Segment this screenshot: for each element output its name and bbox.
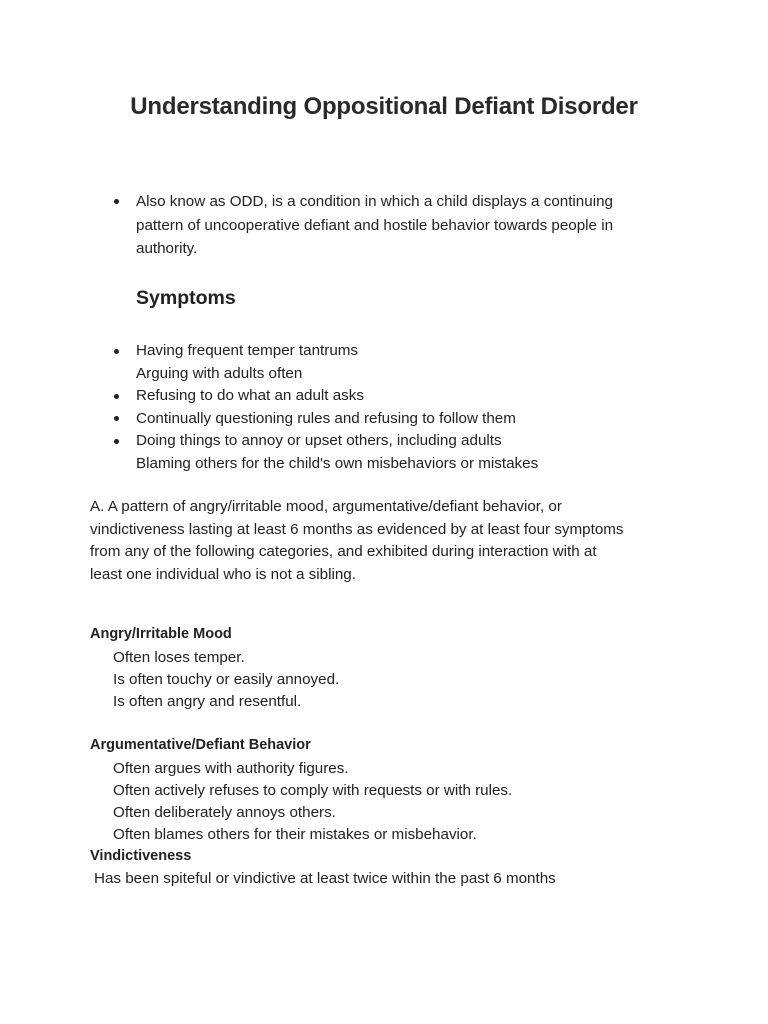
criterion-a-paragraph	[90, 496, 670, 586]
category-item: Often actively refuses to comply with requests or with rules.	[113, 782, 513, 799]
criterion-line: vindictiveness lasting at least 6 months as evidenced by at least four symptoms	[90, 520, 624, 538]
category-item: Often loses temper.	[113, 649, 245, 666]
vindictiveness-text: Has been spiteful or vindictive at least twice within the past 6 months	[94, 870, 556, 887]
criterion-line: least one individual who is not a sibling.	[90, 565, 356, 583]
page-title: Understanding Oppositional Defiant Disorder	[130, 93, 638, 120]
category-heading-vindictiveness: Vindictiveness	[90, 848, 192, 864]
symptom-item: Continually questioning rules and refusing to follow them	[112, 408, 672, 431]
intro-line: pattern of uncooperative defiant and hostile behavior towards people in	[136, 216, 614, 234]
symptom-item: Doing things to annoy or upset others, including adults	[112, 430, 672, 453]
criterion-line: from any of the following categories, and exhibited during interaction with at	[90, 543, 597, 561]
symptom-item: Blaming others for the child's own misbehaviors or mistakes	[136, 454, 539, 472]
symptom-item: Refusing to do what an adult asks	[112, 385, 672, 408]
criterion-line: A. A pattern of angry/irritable mood, argumentative/defiant behavior, or	[90, 498, 562, 515]
category-item: Is often angry and resentful.	[113, 693, 302, 710]
symptoms-list	[112, 340, 672, 475]
category-item: Often blames others for their mistakes or misbehavior.	[113, 826, 477, 843]
symptom-item: Arguing with adults often	[136, 364, 303, 382]
category-heading-defiant-behavior: Argumentative/Defiant Behavior	[90, 737, 311, 753]
category-item: Often argues with authority figures.	[113, 760, 349, 777]
category-heading-angry-mood: Angry/Irritable Mood	[90, 626, 232, 642]
intro-bullet-list	[112, 190, 672, 261]
category-item: Is often touchy or easily annoyed.	[113, 671, 340, 688]
intro-line: Also know as ODD, is a condition in which a child displays a continuing	[112, 190, 672, 214]
category-item: Often deliberately annoys others.	[113, 804, 336, 821]
category-list-angry-mood	[113, 647, 339, 713]
category-list-defiant-behavior	[113, 758, 512, 846]
intro-line: authority.	[136, 240, 198, 257]
symptom-item: Having frequent temper tantrums	[112, 340, 672, 363]
symptoms-heading: Symptoms	[136, 287, 236, 309]
